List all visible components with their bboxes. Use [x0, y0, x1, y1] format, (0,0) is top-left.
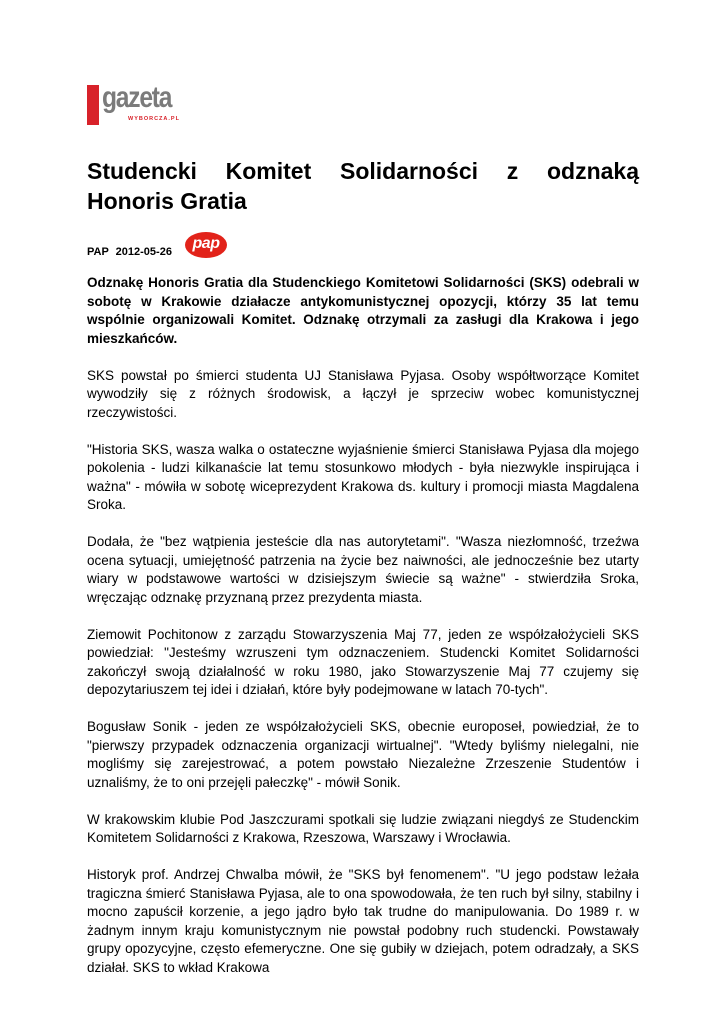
logo-red-bar: [87, 85, 99, 125]
article-body: [87, 274, 639, 996]
gazeta-logo: [87, 81, 197, 125]
logo-wordmark: gazeta: [102, 81, 172, 114]
article-meta: [87, 246, 172, 258]
article-source: PAP: [87, 246, 109, 258]
paragraph: Dodała, że "bez wątpienia jesteście dla nas autorytetami". "Wasza niezłomność, trzeźwa ocena sytuacji, umiejętność patrzenia na życie bez naiwności, ale jednocześnie bez utarty wiary w podstawowe wartości w dzisiejszym świecie są ważne" - stwierdziła Sroka, wręczając odznakę przyznaną przez prezydenta miasta.: [87, 534, 639, 605]
article-date: 2012-05-26: [115, 246, 172, 258]
paragraph: SKS powstał po śmierci studenta UJ Stanisława Pyjasa. Osoby współtworzące Komitet wywodziły się z różnych środowisk, a łączył je sprzeciw wobec komunistycznej rzeczywistości.: [87, 367, 639, 420]
paragraph: Bogusław Sonik - jeden ze współzałożycieli SKS, obecnie europoseł, powiedział, że to "pierwszy przypadek odznaczenia organizacji wirtualnej". "Wtedy byliśmy nielegalni, nie mogliśmy się zarejestrować, a potem powstało Niezależne Zrzeszenie Studentów i uznaliśmy, że to oni przejęli pałeczkę" - mówił Sonik.: [87, 719, 639, 790]
pap-logo-icon: pap: [185, 232, 227, 258]
article-lead: Odznakę Honoris Gratia dla Studenckiego Komitetowi Solidarności (SKS) odebrali w sobotę w Krakowie działacze antykomunistycznej opozycji, którzy 35 lat temu wspólnie organizowali Komitet. Odznakę otrzymali za zasługi dla Krakowa i jego mieszkańców.: [87, 275, 639, 346]
paragraph: W krakowskim klubie Pod Jaszczurami spotkali się ludzie związani niegdyś ze Studenckim Komitetem Solidarności z Krakowa, Rzeszowa, Warszawy i Wrocławia.: [87, 811, 639, 845]
article-title: [87, 156, 639, 216]
article-title-line-1: Studencki Komitet Solidarności z odznaką: [87, 158, 639, 184]
paragraph: Ziemowit Pochitonow z zarządu Stowarzyszenia Maj 77, jeden ze współzałożycieli SKS powiedział: "Jesteśmy wzruszeni tym odznaczeniem. Studencki Komitet Solidarności zakończył swoją działalność w roku 1980, jako Stowarzyszenie Maj 77 czujemy się depozytariuszem tej idei i działań, które były podejmowane w latach 70-tych".: [87, 626, 639, 697]
paragraph: "Historia SKS, wasza walka o ostateczne wyjaśnienie śmierci Stanisława Pyjasa dla mojego pokolenia - ludzi kilkanaście lat temu stosunkowo młodych - była niezwykle inspirująca i ważna" - mówiła w sobotę wiceprezydent Krakowa ds. kultury i promocji miasta Magdalena Sroka.: [87, 441, 639, 512]
paragraph: Historyk prof. Andrzej Chwalba mówił, że "SKS był fenomenem". "U jego podstaw leżała tragiczna śmierć Stanisława Pyjasa, ale to ona spowodowała, że ten ruch był silny, stabilny i mocno zapuścił korzenie, a jego jądro było tak trudne do manipulowania. Do 1989 r. w żadnym innym kraju komunistycznym nie powstał podobny ruch studencki. Powstawały grupy opozycyjne, często efemeryczne. One się gubiły w dziejach, potem odradzały, a SKS działał. SKS to wkład Krakowa: [87, 867, 639, 975]
article-title-line-2: Honoris Gratia: [87, 188, 247, 214]
logo-subtitle: WYBORCZA.PL: [128, 116, 180, 122]
